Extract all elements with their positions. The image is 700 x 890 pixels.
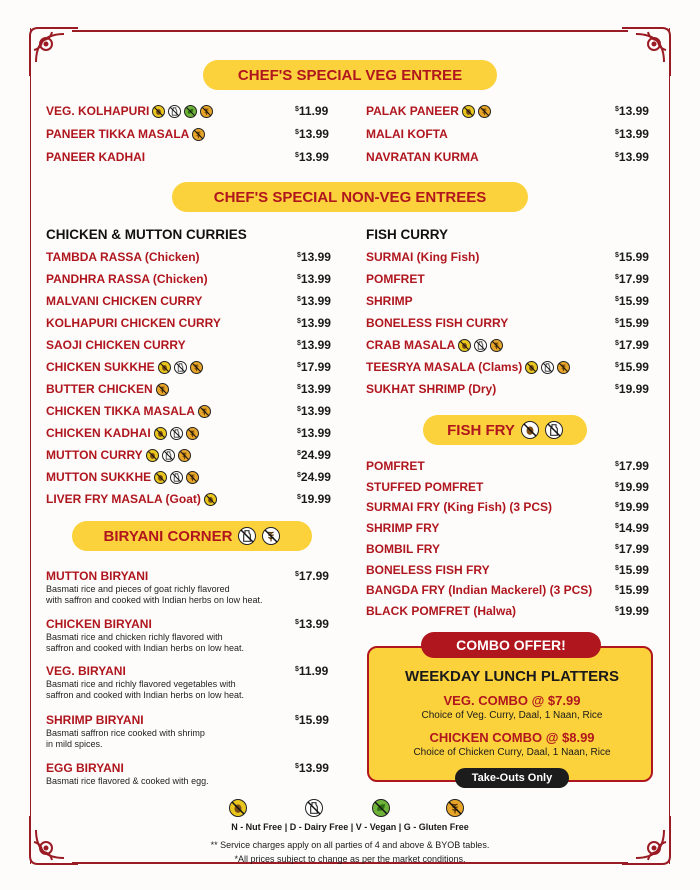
gluten-free-icon bbox=[262, 527, 280, 545]
item-name: TAMBDA RASSA (Chicken) bbox=[46, 250, 200, 264]
menu-item bbox=[46, 761, 124, 775]
menu-item bbox=[366, 250, 479, 264]
price-value: 13.99 bbox=[618, 104, 649, 118]
item-name: PANDHRA RASSA (Chicken) bbox=[46, 272, 208, 286]
fish-fry-header bbox=[423, 415, 587, 445]
currency-symbol: $ bbox=[615, 318, 619, 325]
combo-badge: COMBO OFFER! bbox=[421, 632, 601, 658]
item-name: LIVER FRY MASALA (Goat) bbox=[46, 492, 201, 506]
menu-item bbox=[366, 382, 496, 396]
currency-symbol: $ bbox=[297, 494, 301, 501]
currency-symbol: $ bbox=[615, 129, 619, 136]
currency-symbol: $ bbox=[295, 715, 299, 722]
fish-curry-heading: FISH CURRY bbox=[366, 227, 449, 242]
nonveg-entree-title: CHEF'S SPECIAL NON-VEG ENTREES bbox=[213, 188, 487, 206]
legend-text: N - Nut Free | D - Dairy Free | V - Vegan | G - Gluten Free bbox=[231, 822, 469, 832]
price-value: 13.99 bbox=[618, 127, 649, 141]
item-name: VEG. KOLHAPURI bbox=[46, 104, 150, 118]
gluten-free-icon bbox=[190, 361, 203, 374]
item-name: POMFRET bbox=[366, 459, 425, 473]
item-price bbox=[297, 470, 331, 484]
currency-symbol: $ bbox=[615, 605, 619, 613]
price-value: 13.99 bbox=[300, 316, 331, 330]
gluten-free-icon bbox=[156, 383, 169, 396]
item-name: BONELESS FISH FRY bbox=[366, 562, 490, 577]
chicken-combo-desc: Choice of Chicken Curry, Daal, 1 Naan, Rice bbox=[413, 747, 611, 758]
currency-symbol: $ bbox=[297, 428, 301, 435]
currency-symbol: $ bbox=[615, 252, 619, 259]
veg-entree-header bbox=[203, 60, 497, 90]
item-name: BLACK POMFRET (Halwa) bbox=[366, 603, 516, 618]
price-value: 19.99 bbox=[618, 382, 649, 396]
menu-item bbox=[366, 583, 592, 597]
menu-item bbox=[46, 150, 145, 164]
border-top bbox=[72, 30, 628, 32]
menu-item bbox=[46, 104, 213, 118]
menu-item bbox=[46, 470, 199, 484]
item-price bbox=[615, 360, 649, 374]
menu-item bbox=[46, 272, 208, 286]
menu-item bbox=[46, 404, 211, 418]
item-name: MUTTON SUKKHE bbox=[46, 470, 152, 484]
menu-item bbox=[366, 500, 552, 514]
currency-symbol: $ bbox=[615, 384, 619, 391]
menu-item bbox=[366, 338, 503, 352]
veg-combo-label: VEG. COMBO @ $7.99 bbox=[443, 693, 581, 708]
dairy-free-icon bbox=[545, 421, 563, 439]
menu-item bbox=[366, 563, 490, 577]
item-price bbox=[295, 713, 329, 727]
nut-free-icon bbox=[158, 361, 171, 374]
item-price bbox=[295, 569, 329, 583]
item-description: saffron and cooked with Indian herbs on low heat. bbox=[46, 643, 244, 653]
price-value: 11.99 bbox=[298, 104, 329, 118]
menu-item bbox=[366, 272, 425, 286]
nut-free-icon bbox=[154, 471, 167, 484]
currency-symbol: $ bbox=[297, 450, 301, 457]
currency-symbol: $ bbox=[615, 564, 619, 572]
price-value: 24.99 bbox=[300, 470, 331, 484]
corner-ornament-icon bbox=[616, 810, 676, 870]
chicken-mutton-heading: CHICKEN & MUTTON CURRIES bbox=[46, 227, 247, 242]
item-price bbox=[297, 448, 331, 462]
veg-entree-title: CHEF'S SPECIAL VEG ENTREE bbox=[237, 66, 463, 84]
nonveg-entree-header bbox=[172, 182, 528, 212]
item-price bbox=[615, 459, 649, 473]
combo-title: WEEKDAY LUNCH PLATTERS bbox=[405, 668, 619, 685]
item-price bbox=[295, 127, 329, 141]
item-price bbox=[297, 492, 331, 506]
gluten-free-icon bbox=[490, 339, 503, 352]
currency-symbol: $ bbox=[297, 296, 301, 303]
item-name: CHICKEN KADHAI bbox=[46, 426, 151, 440]
item-name: SAOJI CHICKEN CURRY bbox=[46, 338, 186, 352]
item-price bbox=[615, 294, 649, 308]
item-price bbox=[615, 127, 649, 141]
price-value: 19.99 bbox=[300, 492, 331, 506]
item-description: Basmati rice and pieces of goat richly flavored bbox=[46, 584, 230, 594]
item-name: BANGDA FRY (Indian Mackerel) (3 PCS) bbox=[366, 583, 593, 598]
currency-symbol: $ bbox=[615, 502, 619, 510]
item-name: SHRIMP BIRYANI bbox=[46, 713, 144, 727]
item-name: TEESRYA MASALA (Clams) bbox=[366, 360, 523, 374]
price-value: 19.99 bbox=[618, 479, 649, 494]
nut-free-icon bbox=[525, 361, 538, 374]
item-price bbox=[295, 104, 328, 118]
veg-combo-desc: Choice of Veg. Curry, Daal, 1 Naan, Rice bbox=[421, 710, 603, 721]
chicken-combo-label: CHICKEN COMBO @ $8.99 bbox=[429, 730, 595, 745]
item-price bbox=[615, 316, 649, 330]
item-name: CHICKEN SUKKHE bbox=[46, 360, 155, 374]
menu-item bbox=[46, 382, 169, 396]
fish-fry-title: FISH FRY bbox=[447, 421, 515, 439]
currency-symbol: $ bbox=[297, 472, 301, 479]
price-value: 15.99 bbox=[618, 583, 649, 598]
currency-symbol: $ bbox=[295, 106, 299, 113]
price-value: 13.99 bbox=[298, 761, 329, 775]
dairy-free-icon bbox=[170, 471, 183, 484]
item-price bbox=[297, 272, 331, 286]
currency-symbol: $ bbox=[615, 340, 619, 347]
item-price bbox=[615, 500, 649, 514]
menu-item bbox=[46, 338, 186, 352]
biryani-header bbox=[72, 521, 312, 551]
item-price bbox=[297, 250, 331, 264]
price-value: 17.99 bbox=[618, 338, 649, 352]
currency-symbol: $ bbox=[295, 152, 299, 159]
item-name: NAVRATAN KURMA bbox=[366, 150, 479, 164]
item-name: PANEER KADHAI bbox=[46, 150, 146, 164]
price-value: 15.99 bbox=[618, 250, 649, 264]
price-change-note: *All prices subject to change as per the market conditions. bbox=[234, 854, 466, 864]
item-price bbox=[615, 480, 649, 494]
price-value: 13.99 bbox=[298, 127, 329, 141]
item-name: POMFRET bbox=[366, 272, 425, 286]
item-price bbox=[615, 150, 649, 164]
currency-symbol: $ bbox=[615, 362, 619, 369]
item-price bbox=[295, 664, 328, 678]
price-value: 13.99 bbox=[298, 150, 329, 164]
item-name: SHRIMP FRY bbox=[366, 521, 440, 536]
menu-item bbox=[366, 459, 425, 473]
price-value: 13.99 bbox=[300, 382, 331, 396]
nut-free-icon bbox=[154, 427, 167, 440]
menu-item bbox=[366, 150, 479, 164]
currency-symbol: $ bbox=[615, 152, 619, 159]
item-price bbox=[615, 382, 649, 396]
dairy-free-icon bbox=[162, 449, 175, 462]
price-value: 15.99 bbox=[618, 294, 649, 308]
item-price bbox=[615, 250, 649, 264]
takeout-badge: Take-Outs Only bbox=[455, 768, 569, 788]
item-name: PALAK PANEER bbox=[366, 104, 459, 118]
currency-symbol: $ bbox=[295, 666, 299, 673]
menu-item bbox=[46, 617, 152, 631]
item-price bbox=[297, 404, 331, 418]
price-value: 17.99 bbox=[300, 360, 331, 374]
dairy-free-icon bbox=[474, 339, 487, 352]
nut-free-icon bbox=[204, 493, 217, 506]
item-name: SURMAI (King Fish) bbox=[366, 250, 480, 264]
nut-free-icon bbox=[152, 105, 165, 118]
currency-symbol: $ bbox=[615, 274, 619, 281]
dairy-free-icon bbox=[174, 361, 187, 374]
item-name: MALVANI CHICKEN CURRY bbox=[46, 294, 203, 308]
currency-symbol: $ bbox=[297, 318, 301, 325]
nut-free-icon bbox=[458, 339, 471, 352]
price-value: 13.99 bbox=[300, 404, 331, 418]
item-price bbox=[297, 426, 331, 440]
gluten-free-icon bbox=[192, 128, 205, 141]
item-price bbox=[295, 617, 329, 631]
item-price bbox=[615, 604, 649, 618]
price-value: 19.99 bbox=[618, 500, 649, 515]
corner-ornament-icon bbox=[616, 22, 676, 82]
item-name: BONELESS FISH CURRY bbox=[366, 316, 509, 330]
item-price bbox=[297, 338, 331, 352]
price-value: 17.99 bbox=[618, 541, 649, 556]
price-value: 13.99 bbox=[300, 294, 331, 308]
item-description: Basmati rice and chicken richly flavored with bbox=[46, 632, 223, 642]
currency-symbol: $ bbox=[295, 619, 299, 626]
item-description: Basmati rice and richly flavored vegetables with bbox=[46, 679, 236, 689]
item-description: Basmati rice flavored & cooked with egg. bbox=[46, 776, 209, 786]
item-price bbox=[297, 294, 331, 308]
currency-symbol: $ bbox=[297, 274, 301, 281]
item-name: PANEER TIKKA MASALA bbox=[46, 127, 190, 141]
gluten-free-icon bbox=[478, 105, 491, 118]
gluten-free-icon bbox=[198, 405, 211, 418]
currency-symbol: $ bbox=[297, 406, 301, 413]
menu-item bbox=[46, 316, 221, 330]
gluten-free-icon bbox=[186, 471, 199, 484]
item-name: SURMAI FRY (King Fish) (3 PCS) bbox=[366, 500, 552, 515]
menu-item bbox=[46, 713, 144, 727]
currency-symbol: $ bbox=[615, 481, 619, 489]
menu-item bbox=[46, 492, 217, 506]
menu-item bbox=[46, 664, 126, 678]
currency-symbol: $ bbox=[615, 106, 619, 113]
dairy-free-icon bbox=[238, 527, 256, 545]
item-price bbox=[615, 272, 649, 286]
nut-free-icon bbox=[521, 421, 539, 439]
item-price bbox=[297, 360, 331, 374]
item-description: saffron and cooked with Indian herbs on low heat. bbox=[46, 690, 244, 700]
biryani-title: BIRYANI CORNER bbox=[103, 527, 233, 545]
nut-free-icon bbox=[462, 105, 475, 118]
price-value: 17.99 bbox=[298, 569, 329, 583]
item-price bbox=[615, 338, 649, 352]
item-name: MUTTON BIRYANI bbox=[46, 569, 149, 583]
nut-free-icon bbox=[146, 449, 159, 462]
item-description: with saffron and cooked with Indian herbs on low heat. bbox=[46, 595, 263, 605]
item-price bbox=[615, 104, 649, 118]
price-value: 24.99 bbox=[300, 448, 331, 462]
currency-symbol: $ bbox=[297, 340, 301, 347]
item-name: VEG. BIRYANI bbox=[46, 664, 126, 678]
service-charge-note: ** Service charges apply on all parties of 4 and above & BYOB tables. bbox=[210, 840, 490, 850]
currency-symbol: $ bbox=[295, 571, 299, 578]
menu-item bbox=[46, 294, 202, 308]
currency-symbol: $ bbox=[295, 763, 299, 770]
gluten-free-icon bbox=[186, 427, 199, 440]
item-description: Basmati saffron rice cooked with shrimp bbox=[46, 728, 205, 738]
gluten-free-icon bbox=[200, 105, 213, 118]
item-name: STUFFED POMFRET bbox=[366, 479, 484, 494]
menu-item bbox=[46, 448, 191, 462]
price-value: 13.99 bbox=[300, 426, 331, 440]
item-price bbox=[297, 382, 331, 396]
menu-item bbox=[46, 250, 200, 264]
item-description: in mild spices. bbox=[46, 739, 103, 749]
dairy-free-icon bbox=[541, 361, 554, 374]
price-value: 14.99 bbox=[618, 521, 649, 536]
currency-symbol: $ bbox=[615, 543, 619, 551]
price-value: 13.99 bbox=[300, 272, 331, 286]
price-value: 17.99 bbox=[618, 272, 649, 286]
legend-gluten-free-icon bbox=[446, 799, 464, 817]
menu-item bbox=[366, 127, 448, 141]
item-name: KOLHAPURI CHICKEN CURRY bbox=[46, 316, 221, 330]
legend-dairy-free-icon bbox=[305, 799, 323, 817]
corner-ornament-icon bbox=[24, 810, 84, 870]
gluten-free-icon bbox=[178, 449, 191, 462]
price-value: 17.99 bbox=[618, 459, 649, 473]
item-name: EGG BIRYANI bbox=[46, 761, 124, 775]
menu-item bbox=[366, 360, 570, 374]
item-name: MALAI KOFTA bbox=[366, 127, 448, 141]
item-price bbox=[295, 150, 329, 164]
price-value: 15.99 bbox=[618, 316, 649, 330]
price-value: 13.99 bbox=[300, 338, 331, 352]
item-price bbox=[297, 316, 331, 330]
menu-item bbox=[366, 480, 483, 494]
currency-symbol: $ bbox=[297, 362, 301, 369]
item-name: BOMBIL FRY bbox=[366, 541, 440, 556]
menu-item bbox=[46, 360, 203, 374]
item-price bbox=[615, 563, 649, 577]
menu-item bbox=[366, 521, 439, 535]
menu-item bbox=[46, 426, 199, 440]
menu-item bbox=[46, 127, 205, 141]
price-value: 15.99 bbox=[618, 360, 649, 374]
item-name: CRAB MASALA bbox=[366, 338, 456, 352]
legend-vegan-icon bbox=[372, 799, 390, 817]
item-name: BUTTER CHICKEN bbox=[46, 382, 153, 396]
price-value: 13.99 bbox=[300, 250, 331, 264]
item-name: MUTTON CURRY bbox=[46, 448, 143, 462]
currency-symbol: $ bbox=[615, 523, 619, 531]
price-value: 19.99 bbox=[618, 603, 649, 618]
menu-item bbox=[366, 316, 508, 330]
menu-item bbox=[366, 542, 440, 556]
price-value: 15.99 bbox=[618, 562, 649, 577]
currency-symbol: $ bbox=[615, 296, 619, 303]
item-name: CHICKEN BIRYANI bbox=[46, 617, 152, 631]
currency-symbol: $ bbox=[295, 129, 299, 136]
dairy-free-icon bbox=[170, 427, 183, 440]
price-value: 13.99 bbox=[618, 150, 649, 164]
item-price bbox=[615, 542, 649, 556]
menu-item bbox=[46, 569, 148, 583]
item-price bbox=[615, 521, 649, 535]
gluten-free-icon bbox=[557, 361, 570, 374]
currency-symbol: $ bbox=[297, 252, 301, 259]
legend-nut-free-icon bbox=[229, 799, 247, 817]
menu-item bbox=[366, 294, 413, 308]
price-value: 15.99 bbox=[298, 713, 329, 727]
currency-symbol: $ bbox=[297, 384, 301, 391]
currency-symbol: $ bbox=[615, 461, 619, 468]
item-name: SUKHAT SHRIMP (Dry) bbox=[366, 382, 497, 396]
item-name: CHICKEN TIKKA MASALA bbox=[46, 404, 195, 418]
item-name: SHRIMP bbox=[366, 294, 413, 308]
item-price bbox=[615, 583, 649, 597]
currency-symbol: $ bbox=[615, 585, 619, 593]
price-value: 11.99 bbox=[298, 664, 329, 678]
dairy-free-icon bbox=[168, 105, 181, 118]
menu-item bbox=[366, 104, 491, 118]
menu-item bbox=[366, 604, 516, 618]
corner-ornament-icon bbox=[24, 22, 84, 82]
item-price bbox=[295, 761, 329, 775]
vegan-icon bbox=[184, 105, 197, 118]
price-value: 13.99 bbox=[298, 617, 329, 631]
